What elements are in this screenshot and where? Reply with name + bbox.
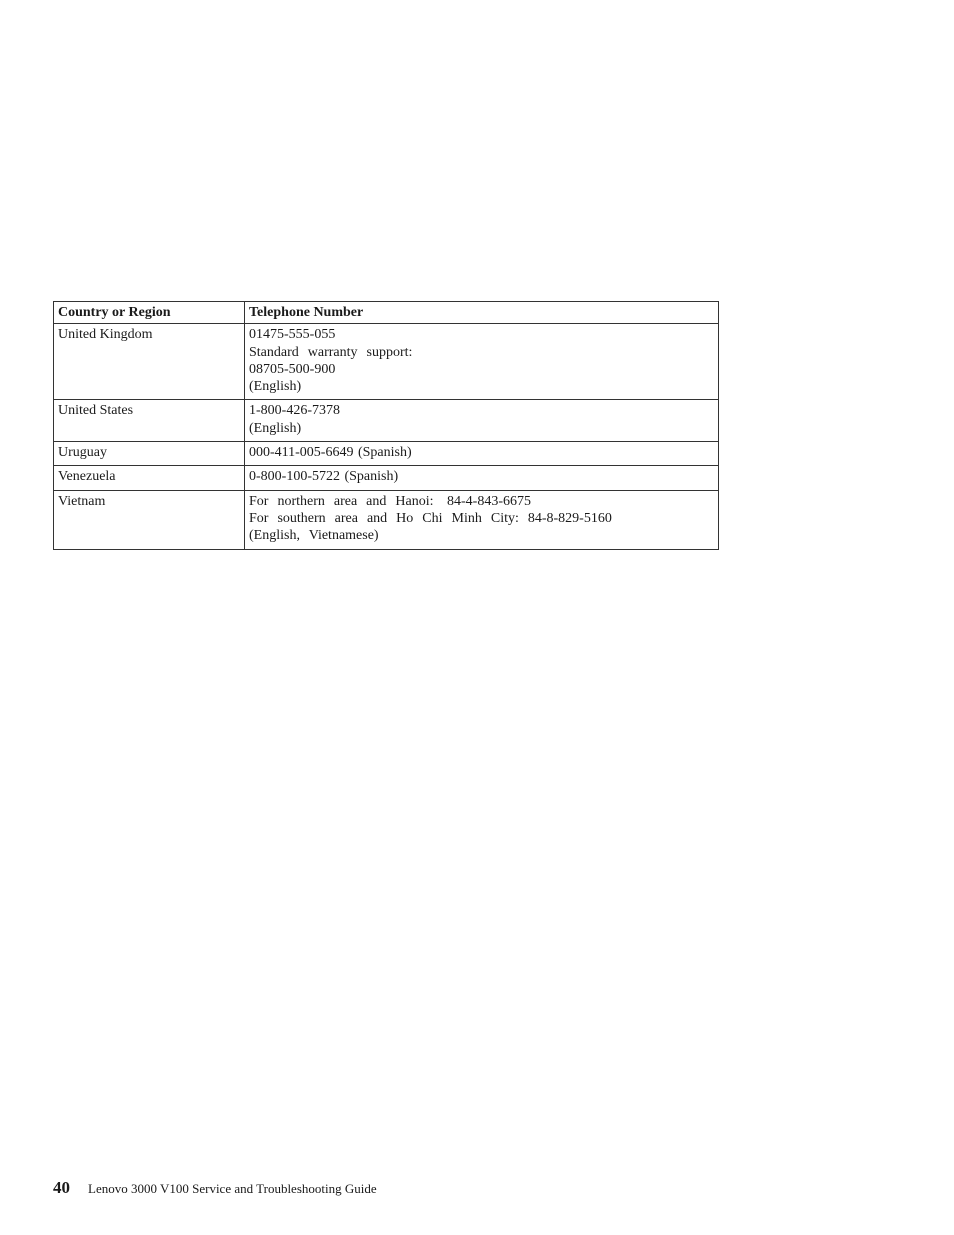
phone-line: 01475-555-055 (249, 327, 336, 343)
phone-line: (English) (249, 379, 302, 395)
phone-line: 1-800-426-7378 (249, 403, 340, 419)
table-row (54, 490, 719, 549)
country-cell: Venezuela (54, 466, 245, 490)
phone-line: (English, Vietnamese) (249, 528, 379, 544)
table-row (54, 442, 719, 466)
country-cell: United States (54, 400, 245, 442)
phone-line: 0-800-100-5722 (Spanish) (249, 469, 399, 485)
phone-support-table (53, 301, 719, 550)
table-header-row (54, 302, 719, 324)
phone-line: For southern area and Ho Chi Minh City: 84-8-829-5160 (249, 510, 612, 526)
table-row (54, 324, 719, 400)
phone-cell (245, 466, 719, 490)
phone-cell (245, 490, 719, 549)
country-cell: Uruguay (54, 442, 245, 466)
country-cell: United Kingdom (54, 324, 245, 400)
column-header-country: Country or Region (54, 302, 245, 324)
phone-line: For northern area and Hanoi: 84-4-843-6675 (249, 493, 531, 509)
table-row (54, 400, 719, 442)
page-footer (53, 1178, 377, 1198)
phone-line: 08705-500-900 (249, 361, 336, 377)
phone-cell (245, 442, 719, 466)
phone-line: 000-411-005-6649 (Spanish) (249, 445, 412, 461)
phone-line: (English) (249, 420, 302, 436)
column-header-phone: Telephone Number (245, 302, 719, 324)
page-number: 40 (53, 1178, 70, 1197)
country-cell: Vietnam (54, 490, 245, 549)
phone-cell (245, 400, 719, 442)
footer-guide-title: Lenovo 3000 V100 Service and Troubleshooting Guide (88, 1181, 377, 1196)
phone-line: Standard warranty support: (249, 344, 413, 360)
table-row (54, 466, 719, 490)
phone-cell (245, 324, 719, 400)
